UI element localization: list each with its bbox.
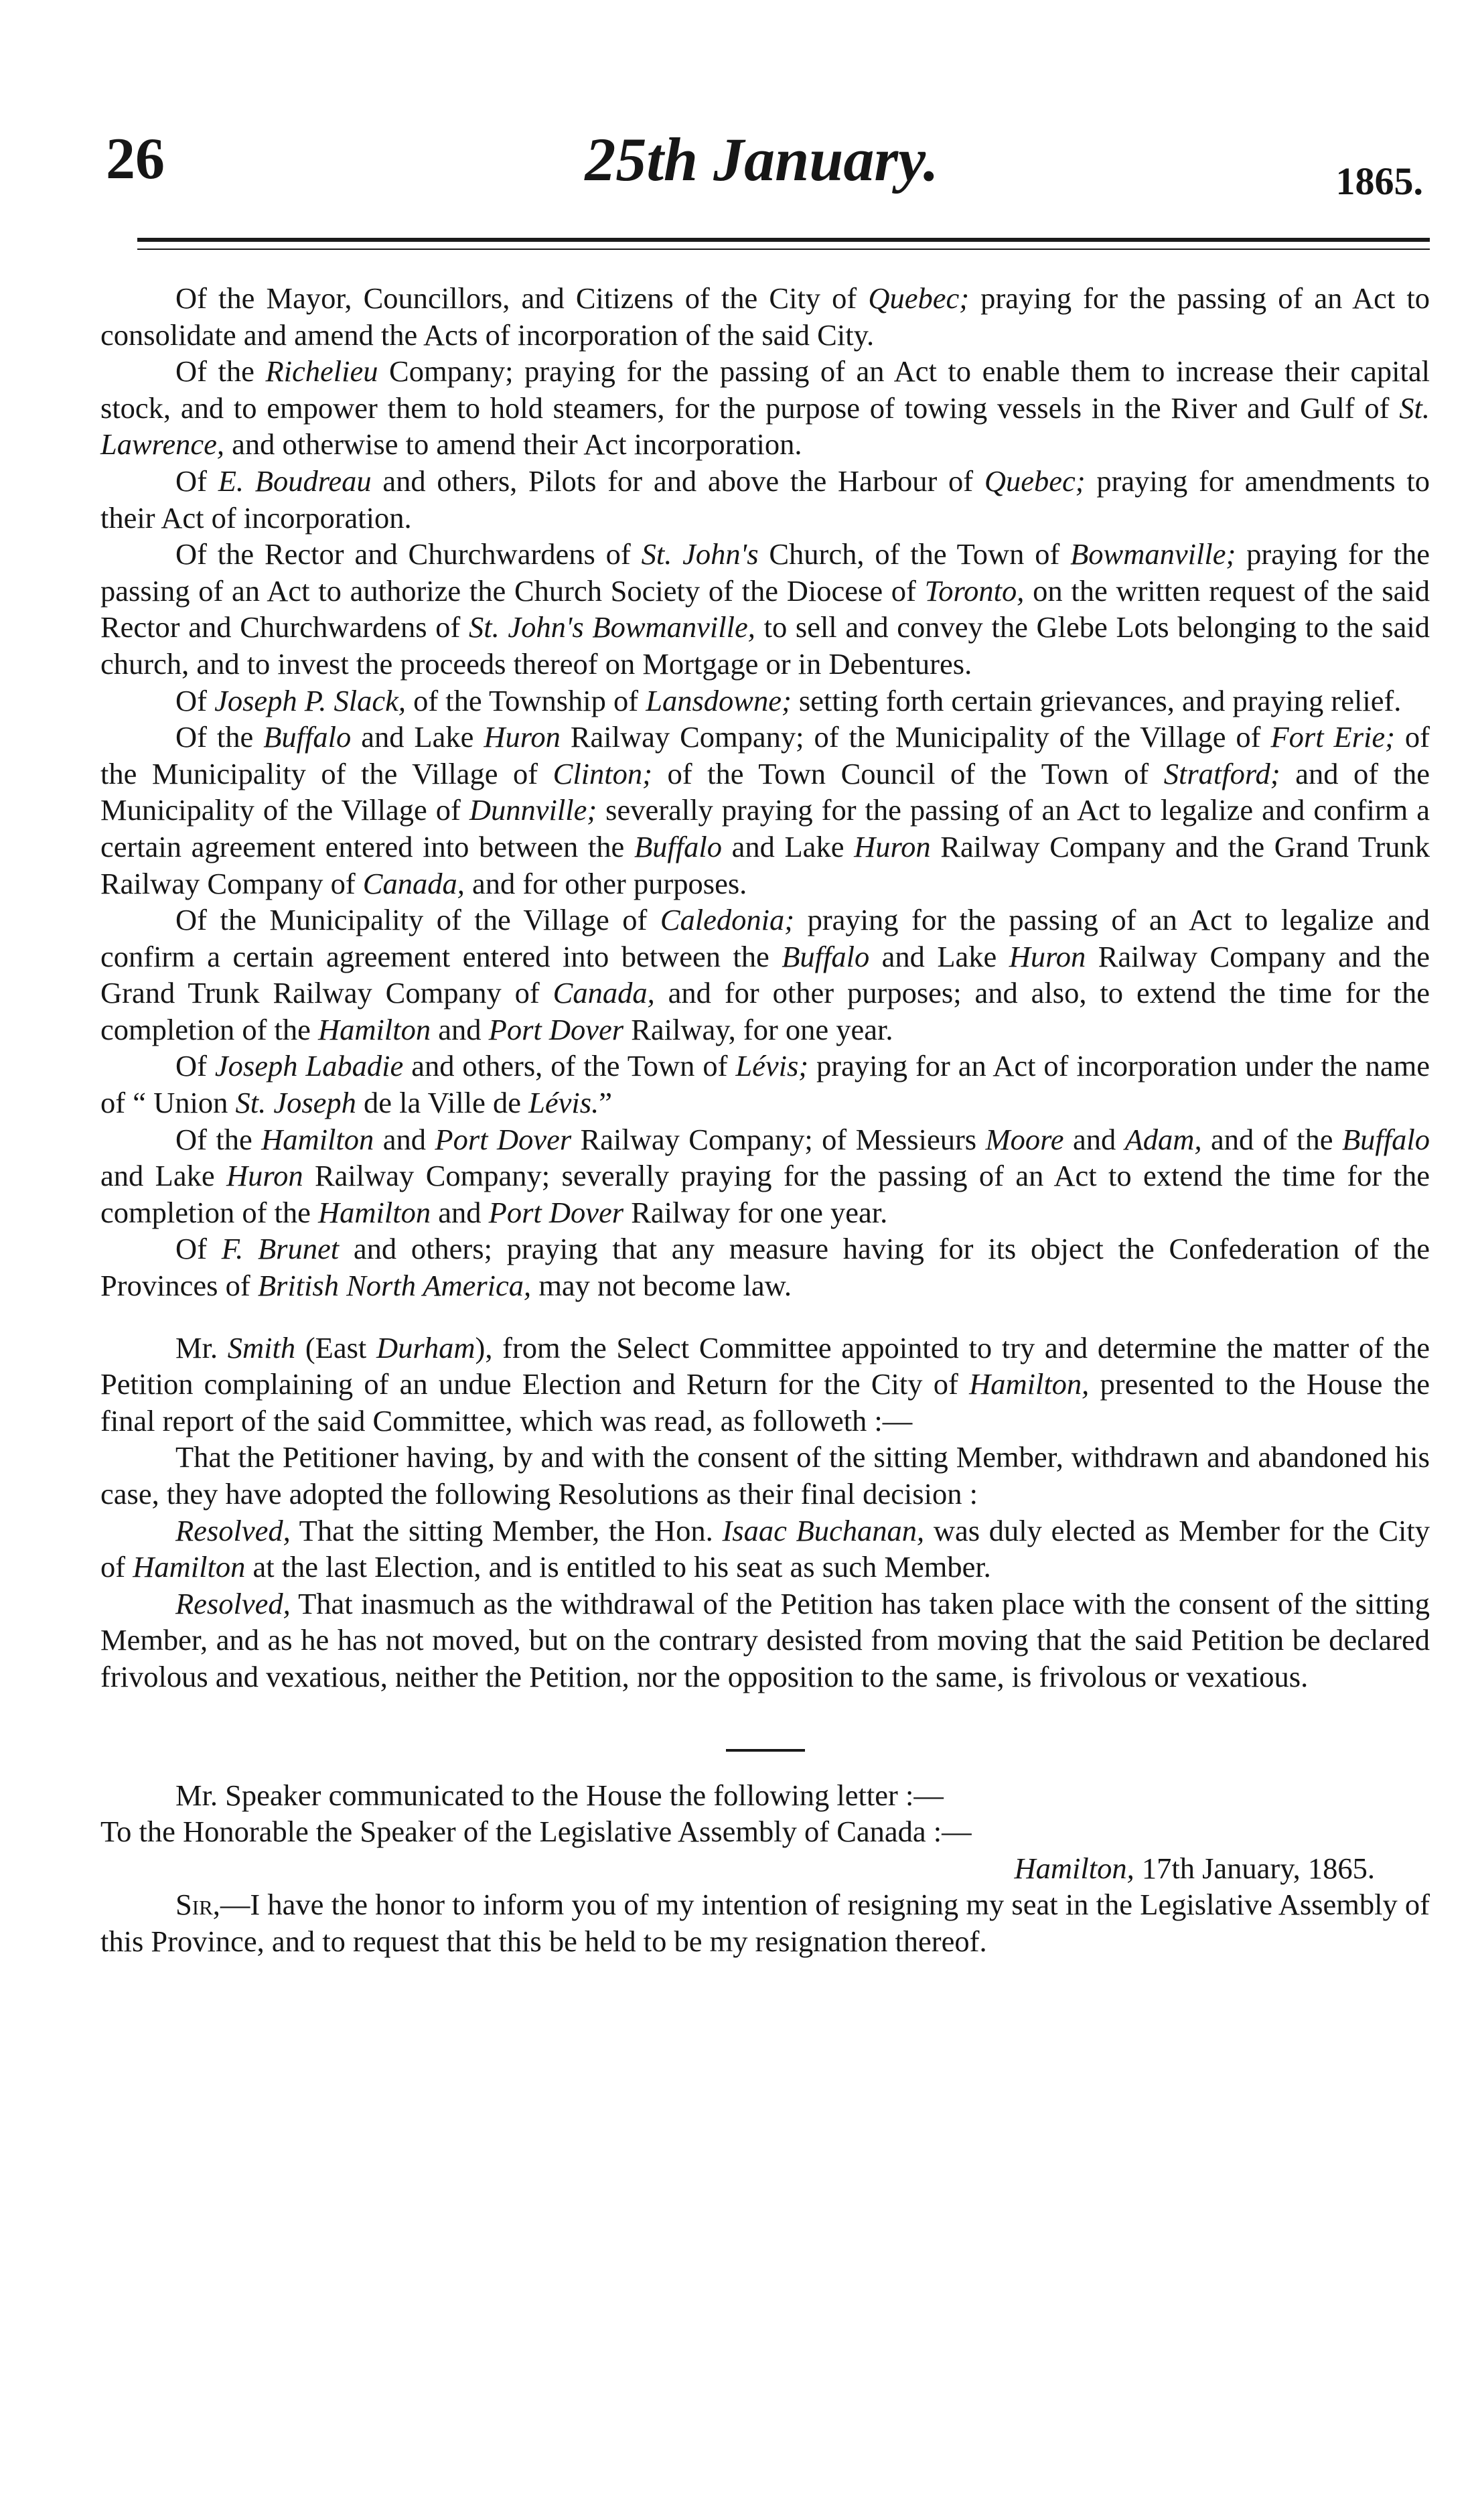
italic-run: Huron xyxy=(1009,939,1086,973)
text-run: praying for the passing of an Act to authorize the Church Society of the Diocese of xyxy=(100,537,1430,608)
italic-run: Toronto, xyxy=(924,573,1025,608)
year-label: 1865. xyxy=(1335,159,1423,203)
italic-run: St. John's Bowmanville, xyxy=(468,610,755,644)
text-run: Railway Company; of Messieurs xyxy=(571,1122,986,1156)
italic-run: Adam, xyxy=(1124,1122,1202,1156)
italic-run: Dunnville; xyxy=(469,793,597,827)
letter-date: 17th January, 1865. xyxy=(1134,1851,1375,1885)
text-run: and otherwise to amend their Act incorporation. xyxy=(224,427,802,462)
italic-run: Joseph Labadie xyxy=(214,1049,404,1083)
page-header xyxy=(100,117,1423,218)
text-run: on the written request of the said Rector and Churchwardens of xyxy=(100,573,1430,644)
text-run: at the last Election, and is entitled to his seat as such Member. xyxy=(245,1550,991,1584)
italic-run: E. Boudreau xyxy=(218,464,372,498)
text-run: Of xyxy=(175,1049,215,1083)
text-run: Railway, for one year. xyxy=(623,1012,893,1046)
text-run: was duly elected as Member for the City of xyxy=(100,1513,1430,1584)
italic-run: Buffalo xyxy=(263,720,352,754)
italic-run: Hamilton, xyxy=(969,1367,1090,1401)
petition-paragraph xyxy=(100,280,1430,353)
italic-run: Huron xyxy=(484,720,561,754)
text-run: may not become law. xyxy=(531,1269,792,1303)
text-run: of the Municipality of the Village of xyxy=(100,720,1430,790)
petition-paragraph xyxy=(100,1121,1430,1231)
italic-run: St. Lawrence, xyxy=(100,391,1430,462)
italic-run: Buffalo xyxy=(782,939,870,973)
italic-run: Joseph P. Slack, xyxy=(214,683,406,717)
italic-run: Clinton; xyxy=(553,756,652,790)
italic-run: Hamilton xyxy=(261,1122,374,1156)
letter-place: Hamilton, xyxy=(1014,1851,1134,1885)
italic-run: Smith xyxy=(227,1330,296,1364)
italic-run: Canada, xyxy=(362,866,465,900)
italic-run: Buffalo xyxy=(1341,1122,1430,1156)
report-paragraph xyxy=(100,1513,1430,1586)
text-run: praying for amendments to their Act of incorporation. xyxy=(100,464,1430,535)
italic-run: Caledonia; xyxy=(660,903,795,937)
text-run: and Lake xyxy=(351,720,484,754)
text-run: praying for an Act of incorporation under the name of “ Union xyxy=(100,1049,1430,1120)
petition-paragraph xyxy=(100,1048,1430,1121)
letter-section xyxy=(100,1777,1430,1960)
italic-run: Huron xyxy=(854,829,931,863)
letter-intro: Mr. Speaker communicated to the House the following letter :— xyxy=(175,1778,944,1812)
text-run: Railway Company; of the Municipality of the Village of xyxy=(560,720,1271,754)
text-run: setting forth certain grievances, and praying relief. xyxy=(791,683,1402,717)
text-run: and of the Municipality of the Village of xyxy=(100,756,1430,827)
text-run: presented to the House the final report of the said Committee, which was read, as followeth :— xyxy=(100,1367,1430,1438)
text-run: Church, of the Town of xyxy=(758,537,1071,571)
text-run: ” xyxy=(599,1086,612,1120)
text-run: and xyxy=(431,1012,489,1046)
italic-run: St. Joseph xyxy=(235,1086,356,1120)
text-run: and xyxy=(1063,1122,1125,1156)
section-gap xyxy=(100,1695,1430,1749)
italic-run: Resolved, xyxy=(175,1586,291,1620)
italic-run: Stratford; xyxy=(1163,756,1280,790)
text-run: severally praying for the passing of an Act to legalize and confirm a certain agreement entered into between the xyxy=(100,793,1430,863)
italic-run: Quebec; xyxy=(868,281,970,315)
petition-paragraph xyxy=(100,683,1430,719)
report-paragraph xyxy=(100,1439,1430,1512)
italic-run: Isaac Buchanan, xyxy=(722,1513,925,1547)
italic-run: Moore xyxy=(985,1122,1064,1156)
text-run: de la Ville de xyxy=(356,1086,529,1120)
text-run: and of the xyxy=(1201,1122,1342,1156)
petition-paragraph xyxy=(100,536,1430,682)
italic-run: Port Dover xyxy=(435,1122,572,1156)
petition-paragraph xyxy=(100,902,1430,1048)
text-run: to sell and convey the Glebe Lots belonging to the said church, and to invest the proceeds thereof on Mortgage or in Debentures. xyxy=(100,610,1430,681)
text-run: and others; praying that any measure having for its object the Confederation of the Provinces of xyxy=(100,1232,1430,1303)
italic-run: British North America, xyxy=(257,1269,532,1303)
text-run: Of the xyxy=(175,354,266,389)
running-title: 25th January. xyxy=(585,125,939,194)
text-run: That inasmuch as the withdrawal of the Petition has taken place with the consent of the sitting Member, and as he has not moved, but on the contrary desisted from moving that the said Petition be declared frivolous and vexatious, neither the Petition, nor the opposition to the same, is frivolous or vexatious. xyxy=(100,1586,1430,1693)
text-run: and Lake xyxy=(869,939,1009,973)
page-number: 26 xyxy=(106,127,165,192)
petition-paragraph xyxy=(100,463,1430,536)
text-run: Company; praying for the passing of an Act to enable them to increase their capital stock, and to empower them to hold steamers, for the purpose of towing vessels in the River and Gulf of xyxy=(100,354,1430,425)
letter-addressee: To the Honorable the Speaker of the Legislative Assembly of Canada :— xyxy=(100,1815,972,1849)
section-gap xyxy=(100,1304,1430,1330)
text-run: Mr. xyxy=(175,1330,228,1364)
italic-run: Lévis; xyxy=(735,1049,809,1083)
text-run: and xyxy=(374,1122,435,1156)
italic-run: Richelieu xyxy=(265,354,378,389)
text-run: of the Town Council of the Town of xyxy=(652,756,1164,790)
text-run: and others, Pilots for and above the Harbour of xyxy=(371,464,984,498)
text-run: and Lake xyxy=(100,1159,227,1193)
text-run: and Lake xyxy=(721,829,855,863)
text-run: and for other purposes. xyxy=(464,866,747,900)
italic-run: Huron xyxy=(226,1159,303,1193)
report-paragraph xyxy=(100,1586,1430,1695)
italic-run: F. Brunet xyxy=(221,1232,340,1266)
committee-report-section xyxy=(100,1330,1430,1695)
text-run: ), from the Select Committee appointed to try and determine the matter of the Petition complaining of an undue Election and Return for the City of xyxy=(100,1330,1430,1401)
text-run: Of the Mayor, Councillors, and Citizens of the City of xyxy=(175,281,869,315)
text-run: Of the xyxy=(175,1122,262,1156)
text-run: and for other purposes; and also, to extend the time for the completion of the xyxy=(100,976,1430,1046)
text-run: praying for the passing of an Act to legalize and confirm a certain agreement entered into between the xyxy=(100,903,1430,973)
page-body xyxy=(100,280,1430,1960)
letter-salutation: Sir, xyxy=(175,1888,220,1922)
text-run: Of xyxy=(175,1232,222,1266)
text-run: (East xyxy=(295,1330,376,1364)
text-run: That the sitting Member, the Hon. xyxy=(290,1513,723,1547)
italic-run: Fort Erie; xyxy=(1270,720,1395,754)
italic-run: St. John's xyxy=(641,537,759,571)
italic-run: Quebec; xyxy=(984,464,1086,498)
text-run: Railway Company and the Grand Trunk Railway Company of xyxy=(100,939,1430,1010)
text-run: and xyxy=(431,1195,489,1229)
italic-run: Canada, xyxy=(553,976,655,1010)
text-run: Of the xyxy=(175,720,264,754)
petition-paragraph xyxy=(100,719,1430,902)
italic-run: Port Dover xyxy=(488,1012,624,1046)
petition-paragraph xyxy=(100,353,1430,463)
text-run: of the Township of xyxy=(405,683,646,717)
italic-run: Resolved, xyxy=(175,1513,291,1547)
letter-text: —I have the honor to inform you of my intention of resigning my seat in the Legislative Assembly of this Province, and to request that this be held to be my resignation thereof. xyxy=(100,1888,1430,1958)
italic-run: Bowmanville; xyxy=(1070,537,1236,571)
italic-run: Hamilton xyxy=(318,1012,431,1046)
italic-run: Durham xyxy=(376,1330,475,1364)
text-run: Of the Rector and Churchwardens of xyxy=(175,537,642,571)
petition-paragraph xyxy=(100,1231,1430,1304)
text-run: Railway for one year. xyxy=(623,1195,888,1229)
text-run: Of xyxy=(175,683,215,717)
text-run: and others, of the Town of xyxy=(403,1049,736,1083)
letter-body xyxy=(100,1886,1430,1959)
header-rule-thin xyxy=(137,249,1430,250)
text-run: Railway Company and the Grand Trunk Railway Company of xyxy=(100,829,1430,900)
text-run: Railway Company; severally praying for the passing of an Act to extend the time for the completion of the xyxy=(100,1159,1430,1229)
report-paragraph xyxy=(100,1330,1430,1440)
petitions-section xyxy=(100,280,1430,1304)
text-run: Of the Municipality of the Village of xyxy=(175,903,660,937)
italic-run: Buffalo xyxy=(634,829,722,863)
text-run: That the Petitioner having, by and with the consent of the sitting Member, withdrawn and abandoned his case, they have adopted the following Resolutions as their final decision : xyxy=(100,1440,1430,1511)
header-rule-thick xyxy=(137,238,1430,242)
italic-run: Port Dover xyxy=(488,1195,624,1229)
italic-run: Lansdowne; xyxy=(646,683,792,717)
letter-dateline xyxy=(100,1850,1430,1887)
text-run: praying for the passing of an Act to consolidate and amend the Acts of incorporation of the said City. xyxy=(100,281,1430,352)
italic-run: Hamilton xyxy=(318,1195,431,1229)
section-gap xyxy=(100,1752,1430,1777)
italic-run: Hamilton xyxy=(133,1550,246,1584)
text-run: Of xyxy=(175,464,218,498)
italic-run: Lévis. xyxy=(528,1086,599,1120)
